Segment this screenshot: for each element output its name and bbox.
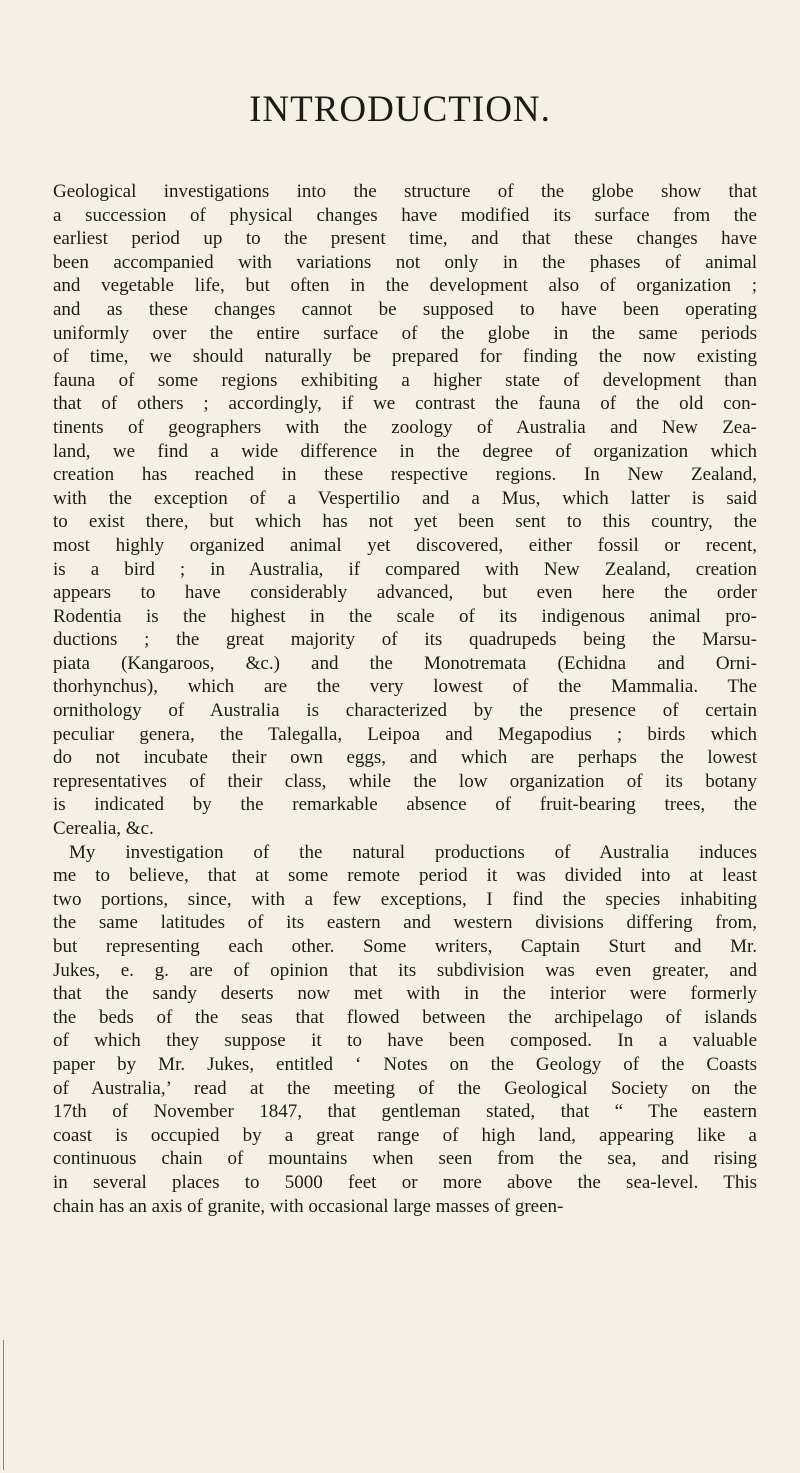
- text-line: Geological investigations into the structure of the globe show that: [53, 181, 757, 202]
- page-title: INTRODUCTION.: [249, 89, 551, 130]
- text-line: two portions, since, with a few exceptions, I find the species inhabiting: [53, 888, 757, 910]
- text-line: continuous chain of mountains when seen from the sea, and rising: [53, 1148, 757, 1170]
- text-line: Rodentia is the highest in the scale of its indigenous animal pro-: [53, 605, 757, 627]
- text-line: of which they suppose it to have been composed. In a valuable: [53, 1030, 757, 1052]
- text-line: ductions ; the great majority of its quadrupeds being the Marsu-: [53, 629, 757, 651]
- text-line: of Australia,’ read at the meeting of the Geological Society on the: [53, 1077, 757, 1099]
- text-line: do not incubate their own eggs, and which are perhaps the lowest: [53, 747, 757, 769]
- margin-rule: [3, 1340, 4, 1470]
- text-line: land, we find a wide difference in the degree of organization which: [53, 440, 757, 462]
- text-line: most highly organized animal yet discovered, either fossil or recent,: [53, 534, 757, 556]
- text-line: fauna of some regions exhibiting a higher state of development than: [53, 369, 757, 391]
- text-line: creation has reached in these respective regions. In New Zealand,: [53, 464, 757, 486]
- text-line: is indicated by the remarkable absence of fruit-bearing trees, the: [53, 794, 757, 816]
- text-line: My investigation of the natural productions of Australia induces: [69, 841, 757, 863]
- text-line: ornithology of Australia is characterized by the presence of certain: [53, 700, 757, 722]
- text-line: me to believe, that at some remote period it was divided into at least: [53, 865, 757, 887]
- text-line: coast is occupied by a great range of high land, appearing like a: [53, 1124, 757, 1146]
- text-line: that of others ; accordingly, if we contrast the fauna of the old con-: [53, 393, 757, 415]
- text-line: tinents of geographers with the zoology of Australia and New Zea-: [53, 416, 757, 438]
- paragraph-1: [53, 180, 757, 841]
- text-line: a succession of physical changes have modified its surface from the: [53, 204, 757, 226]
- text-line: been accompanied with variations not only in the phases of animal: [53, 251, 757, 273]
- text-line: in several places to 5000 feet or more above the sea-level. This: [53, 1171, 757, 1193]
- text-line: but representing each other. Some writers, Captain Sturt and Mr.: [53, 936, 757, 957]
- text-line: to exist there, but which has not yet been sent to this country, the: [53, 511, 757, 533]
- text-line: with the exception of a Vespertilio and a Mus, which latter is said: [53, 487, 757, 509]
- text-line: paper by Mr. Jukes, entitled ‘ Notes on the Geology of the Coasts: [53, 1053, 757, 1075]
- text-line: 17th of November 1847, that gentleman stated, that “ The eastern: [53, 1101, 757, 1123]
- page-body: [53, 180, 757, 1218]
- text-line: is a bird ; in Australia, if compared with New Zealand, creation: [53, 558, 757, 580]
- text-line: uniformly over the entire surface of the globe in the same periods: [53, 322, 757, 344]
- paragraph-2: [53, 841, 757, 1219]
- text-line: of time, we should naturally be prepared for finding the now existing: [53, 346, 757, 368]
- text-line: that the sandy deserts now met with in the interior were formerly: [53, 983, 757, 1005]
- text-line: appears to have considerably advanced, but even here the order: [53, 582, 757, 604]
- text-line: chain has an axis of granite, with occasional large masses of green-: [53, 1195, 564, 1217]
- text-line: thorhynchus), which are the very lowest of the Mammalia. The: [53, 676, 757, 698]
- text-line: earliest period up to the present time, and that these changes have: [53, 228, 757, 250]
- text-line: and vegetable life, but often in the development also of organization ;: [53, 275, 757, 297]
- text-line: Cerealia, &c.: [53, 818, 154, 840]
- text-line: the same latitudes of its eastern and western divisions differing from,: [53, 912, 757, 934]
- text-line: peculiar genera, the Talegalla, Leipoa and Megapodius ; birds which: [53, 723, 757, 745]
- text-line: representatives of their class, while the low organization of its botany: [53, 770, 757, 792]
- text-line: piata (Kangaroos, &c.) and the Monotremata (Echidna and Orni-: [53, 652, 757, 674]
- text-line: Jukes, e. g. are of opinion that its subdivision was even greater, and: [53, 959, 757, 981]
- text-line: the beds of the seas that flowed between the archipelago of islands: [53, 1006, 757, 1028]
- text-line: and as these changes cannot be supposed to have been operating: [53, 298, 757, 320]
